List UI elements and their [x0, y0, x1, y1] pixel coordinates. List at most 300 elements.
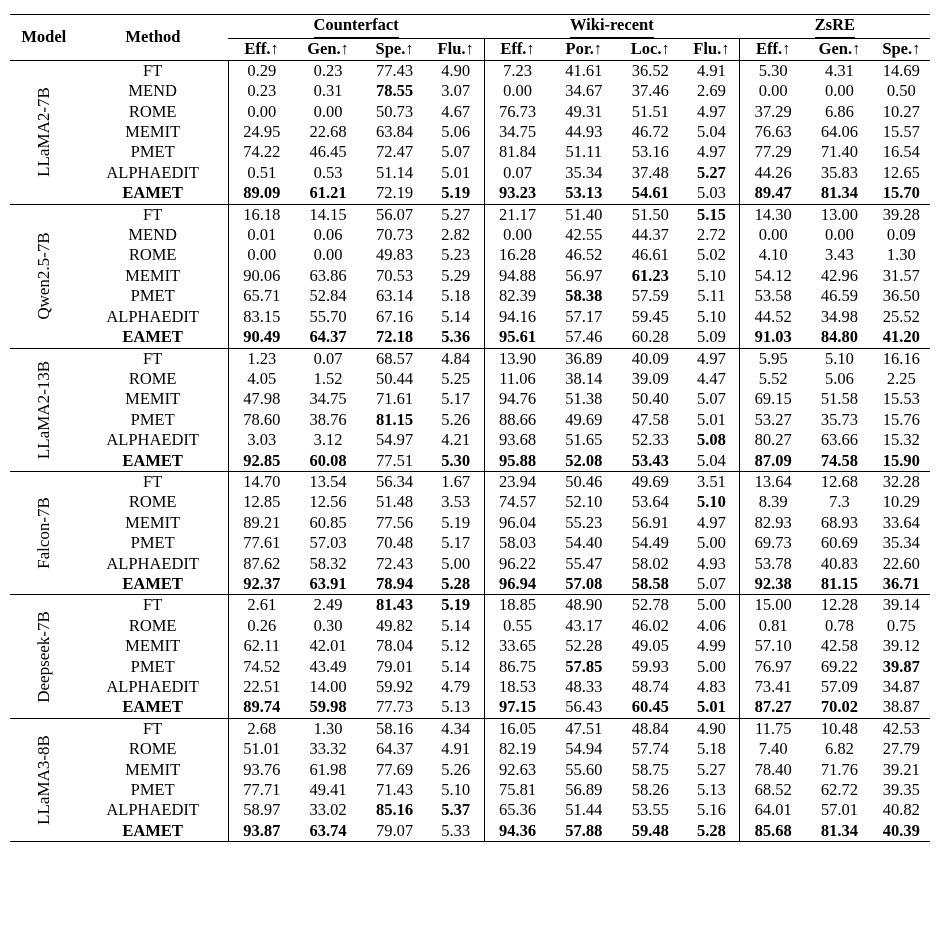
- value-cell: 70.48: [376, 533, 414, 553]
- value-cell: 46.61: [631, 245, 669, 265]
- value-cell: 57.09: [820, 677, 859, 696]
- value-cell: 71.61: [376, 389, 414, 409]
- value-cell: 46.59: [820, 286, 859, 306]
- value-cell: 39.28: [873, 204, 930, 225]
- value-cell: 89.47: [740, 183, 807, 204]
- value-cell: 0.00: [484, 81, 551, 101]
- value-cell: 4.34: [428, 718, 484, 739]
- value-cell: 57.08: [565, 573, 603, 593]
- value-cell: 39.21: [882, 759, 920, 779]
- value-cell: 4.67: [441, 101, 471, 121]
- value-cell: 42.01: [309, 636, 347, 656]
- table-row: [10, 225, 930, 245]
- method-cell: EAMET: [122, 327, 183, 347]
- table-body: [10, 60, 930, 841]
- metric-header: Eff.↑: [740, 39, 807, 60]
- method-cell: ROME: [128, 368, 177, 388]
- value-cell: 3.12: [313, 430, 343, 450]
- method-cell: ROME: [128, 245, 177, 265]
- value-cell: 96.04: [484, 513, 551, 533]
- method-cell: PMET: [130, 780, 175, 800]
- method-cell: PMET: [130, 533, 175, 553]
- model-name: LLaMA2-13B: [33, 360, 53, 459]
- metric-header: Gen.↑: [295, 39, 362, 60]
- group-label: ZsRE: [815, 15, 855, 38]
- table-row: [10, 266, 930, 286]
- value-cell: 96.22: [484, 554, 551, 574]
- value-cell: 78.55: [376, 81, 414, 101]
- value-cell: 5.01: [696, 409, 726, 429]
- value-cell: 12.56: [309, 492, 347, 512]
- model-name-cell: [10, 471, 78, 594]
- value-cell: 5.03: [696, 183, 726, 203]
- value-cell: 77.69: [376, 759, 414, 779]
- value-cell: 1.67: [428, 471, 484, 492]
- value-cell: 13.00: [806, 204, 873, 225]
- metric-header: Eff.↑: [484, 39, 551, 60]
- value-cell: 44.52: [740, 307, 807, 327]
- value-cell: 77.73: [376, 697, 414, 717]
- value-cell: 16.18: [228, 204, 295, 225]
- value-cell: 5.10: [696, 306, 726, 326]
- value-cell: 52.08: [565, 450, 603, 470]
- metric-header: Flu.↑: [684, 39, 740, 60]
- value-cell: 34.87: [882, 677, 920, 696]
- value-cell: 70.73: [376, 225, 414, 245]
- value-cell: 84.80: [820, 327, 859, 347]
- value-cell: 6.86: [825, 101, 854, 121]
- value-cell: 57.10: [740, 636, 807, 656]
- value-cell: 53.58: [740, 286, 807, 306]
- value-cell: 15.00: [740, 595, 807, 616]
- value-cell: 5.09: [696, 327, 726, 347]
- value-cell: 63.14: [376, 286, 414, 306]
- method-cell: MEMIT: [125, 636, 181, 656]
- table-row: [10, 492, 930, 512]
- value-cell: 62.72: [820, 780, 859, 800]
- table-row: [10, 471, 930, 492]
- value-cell: 93.87: [228, 821, 295, 842]
- value-cell: 71.76: [820, 759, 859, 779]
- value-cell: 4.84: [428, 348, 484, 369]
- value-cell: 60.28: [631, 327, 669, 347]
- value-cell: 94.36: [484, 821, 551, 842]
- value-cell: 0.00: [228, 102, 295, 122]
- value-cell: 85.68: [740, 821, 807, 842]
- value-cell: 0.00: [825, 225, 854, 245]
- value-cell: 0.50: [886, 81, 916, 101]
- value-cell: 1.23: [228, 348, 295, 369]
- value-cell: 34.67: [565, 81, 603, 101]
- value-cell: 57.85: [565, 656, 603, 676]
- table-row: [10, 533, 930, 553]
- value-cell: 43.17: [565, 615, 603, 635]
- value-cell: 15.76: [882, 409, 920, 429]
- value-cell: 5.07: [696, 389, 726, 409]
- value-cell: 63.66: [820, 430, 859, 450]
- value-cell: 1.52: [313, 368, 343, 388]
- value-cell: 15.53: [882, 389, 920, 409]
- value-cell: 4.90: [684, 718, 740, 739]
- method-cell: ALPHAEDIT: [106, 553, 199, 573]
- value-cell: 5.23: [441, 245, 471, 265]
- value-cell: 36.52: [617, 60, 684, 81]
- metric-header: Flu.↑: [428, 39, 484, 60]
- value-cell: 57.88: [551, 821, 618, 842]
- value-cell: 5.01: [441, 162, 471, 182]
- value-cell: 38.14: [565, 368, 603, 388]
- value-cell: 39.14: [873, 595, 930, 616]
- value-cell: 5.00: [696, 656, 726, 676]
- value-cell: 15.70: [882, 183, 920, 203]
- value-cell: 72.43: [376, 553, 414, 573]
- value-cell: 44.93: [565, 122, 603, 142]
- value-cell: 90.49: [228, 327, 295, 348]
- value-cell: 4.79: [441, 677, 471, 696]
- value-cell: 87.62: [228, 554, 295, 574]
- value-cell: 4.91: [684, 60, 740, 81]
- table-row: [10, 204, 930, 225]
- value-cell: 0.00: [313, 101, 343, 121]
- value-cell: 5.00: [684, 595, 740, 616]
- value-cell: 0.53: [313, 162, 343, 182]
- value-cell: 22.60: [882, 553, 920, 573]
- table-row: [10, 369, 930, 389]
- value-cell: 5.00: [441, 553, 471, 573]
- value-cell: 52.33: [631, 430, 669, 450]
- value-cell: 57.01: [820, 800, 859, 820]
- value-cell: 40.39: [873, 821, 930, 842]
- value-cell: 47.51: [551, 718, 618, 739]
- method-cell: FT: [78, 595, 229, 616]
- table-row: [10, 142, 930, 162]
- value-cell: 5.04: [696, 122, 726, 142]
- value-cell: 5.30: [740, 60, 807, 81]
- value-cell: 87.09: [740, 451, 807, 472]
- value-cell: 55.23: [565, 512, 603, 532]
- header-row-groups: [10, 15, 930, 39]
- table-row: [10, 307, 930, 327]
- value-cell: 4.47: [696, 368, 726, 388]
- value-cell: 4.93: [696, 553, 726, 573]
- value-cell: 70.02: [820, 697, 859, 717]
- value-cell: 93.68: [484, 430, 551, 450]
- value-cell: 76.63: [740, 122, 807, 142]
- value-cell: 2.25: [886, 368, 916, 388]
- value-cell: 96.94: [484, 574, 551, 595]
- group-label: Wiki-recent: [570, 15, 654, 38]
- value-cell: 0.00: [313, 245, 343, 265]
- value-cell: 54.61: [631, 183, 669, 203]
- value-cell: 4.06: [696, 615, 726, 635]
- value-cell: 55.60: [565, 759, 603, 779]
- value-cell: 1.30: [886, 245, 916, 265]
- value-cell: 42.58: [820, 636, 859, 656]
- value-cell: 93.23: [484, 183, 551, 204]
- value-cell: 0.81: [740, 616, 807, 636]
- value-cell: 46.45: [309, 142, 347, 162]
- model-name-cell: [10, 60, 78, 204]
- value-cell: 4.97: [696, 512, 726, 532]
- value-cell: 58.38: [565, 286, 603, 306]
- value-cell: 39.35: [882, 780, 920, 800]
- value-cell: 5.36: [441, 327, 471, 347]
- value-cell: 5.06: [825, 368, 854, 388]
- value-cell: 94.88: [484, 266, 551, 286]
- value-cell: 75.81: [484, 780, 551, 800]
- value-cell: 0.29: [228, 60, 295, 81]
- value-cell: 82.93: [740, 513, 807, 533]
- value-cell: 93.76: [228, 760, 295, 780]
- table-row: [10, 60, 930, 81]
- method-cell: FT: [78, 60, 229, 81]
- method-cell: MEMIT: [125, 389, 181, 409]
- value-cell: 10.29: [882, 492, 920, 512]
- value-cell: 5.18: [441, 286, 471, 306]
- value-cell: 74.52: [228, 657, 295, 677]
- value-cell: 4.05: [228, 369, 295, 389]
- value-cell: 5.13: [441, 697, 471, 717]
- table-row: [10, 81, 930, 101]
- value-cell: 94.16: [484, 307, 551, 327]
- value-cell: 64.37: [309, 327, 347, 347]
- value-cell: 56.89: [565, 780, 603, 800]
- value-cell: 77.61: [228, 533, 295, 553]
- value-cell: 51.44: [565, 800, 603, 820]
- value-cell: 0.09: [886, 225, 916, 245]
- value-cell: 53.13: [565, 183, 603, 203]
- value-cell: 42.53: [873, 718, 930, 739]
- table-row: [10, 327, 930, 348]
- value-cell: 5.27: [696, 759, 726, 779]
- value-cell: 5.10: [696, 265, 726, 285]
- value-cell: 56.34: [361, 471, 428, 492]
- value-cell: 71.40: [820, 142, 859, 162]
- value-cell: 82.39: [484, 286, 551, 306]
- value-cell: 40.82: [882, 800, 920, 820]
- value-cell: 25.52: [882, 306, 920, 326]
- method-cell: MEMIT: [125, 265, 181, 285]
- value-cell: 4.10: [740, 245, 807, 265]
- method-cell: PMET: [130, 286, 175, 306]
- value-cell: 16.54: [882, 142, 920, 162]
- value-cell: 56.91: [631, 512, 669, 532]
- value-cell: 2.69: [696, 81, 726, 101]
- value-cell: 50.46: [551, 471, 618, 492]
- value-cell: 78.94: [376, 573, 414, 593]
- value-cell: 5.07: [441, 142, 471, 162]
- value-cell: 5.15: [684, 204, 740, 225]
- value-cell: 70.53: [376, 265, 414, 285]
- value-cell: 64.01: [740, 800, 807, 820]
- method-cell: ALPHAEDIT: [106, 430, 199, 450]
- value-cell: 57.17: [565, 306, 603, 326]
- value-cell: 50.40: [631, 389, 669, 409]
- metric-header: Spe.↑: [873, 39, 930, 60]
- value-cell: 3.07: [441, 81, 471, 101]
- table-row: [10, 616, 930, 636]
- value-cell: 16.28: [484, 245, 551, 265]
- value-cell: 56.97: [565, 265, 603, 285]
- value-cell: 51.51: [631, 101, 669, 121]
- value-cell: 5.33: [428, 821, 484, 842]
- value-cell: 60.69: [820, 533, 859, 553]
- value-cell: 81.15: [376, 409, 414, 429]
- table-row: [10, 513, 930, 533]
- table-row: [10, 183, 930, 204]
- method-header: Method: [78, 15, 229, 61]
- value-cell: 97.15: [484, 697, 551, 718]
- value-cell: 0.01: [228, 225, 295, 245]
- value-cell: 31.57: [882, 265, 920, 285]
- model-header: Model: [10, 15, 78, 61]
- value-cell: 5.10: [441, 780, 471, 800]
- metric-header: Por.↑: [551, 39, 618, 60]
- value-cell: 46.52: [565, 245, 603, 265]
- table-row: [10, 245, 930, 265]
- value-cell: 47.98: [228, 389, 295, 409]
- value-cell: 35.34: [882, 533, 920, 553]
- value-cell: 11.06: [484, 369, 551, 389]
- value-cell: 5.10: [696, 492, 726, 512]
- value-cell: 87.27: [740, 697, 807, 718]
- value-cell: 69.15: [740, 389, 807, 409]
- value-cell: 82.19: [484, 739, 551, 759]
- value-cell: 5.29: [441, 265, 471, 285]
- table-row: [10, 760, 930, 780]
- model-name: LLaMA3-8B: [33, 735, 53, 825]
- method-cell: ALPHAEDIT: [106, 800, 199, 820]
- table-row: [10, 657, 930, 677]
- method-cell: ROME: [128, 615, 177, 635]
- method-cell: ALPHAEDIT: [106, 677, 199, 696]
- value-cell: 15.57: [882, 122, 920, 142]
- method-cell: FT: [78, 718, 229, 739]
- method-cell: PMET: [130, 656, 175, 676]
- value-cell: 77.71: [228, 780, 295, 800]
- table-row: [10, 410, 930, 430]
- value-cell: 0.07: [484, 163, 551, 183]
- value-cell: 64.37: [376, 739, 414, 759]
- value-cell: 5.17: [441, 389, 471, 409]
- value-cell: 2.68: [228, 718, 295, 739]
- value-cell: 72.47: [376, 142, 414, 162]
- value-cell: 5.10: [806, 348, 873, 369]
- value-cell: 48.33: [565, 677, 603, 696]
- method-cell: EAMET: [122, 183, 183, 203]
- value-cell: 5.26: [441, 759, 471, 779]
- value-cell: 68.57: [361, 348, 428, 369]
- value-cell: 54.40: [565, 533, 603, 553]
- value-cell: 53.64: [631, 492, 669, 512]
- value-cell: 13.90: [484, 348, 551, 369]
- metric-header: Gen.↑: [806, 39, 873, 60]
- group-header-zsre: [740, 15, 930, 39]
- value-cell: 54.97: [376, 430, 414, 450]
- value-cell: 0.55: [484, 616, 551, 636]
- value-cell: 74.57: [484, 492, 551, 512]
- value-cell: 0.26: [228, 616, 295, 636]
- value-cell: 6.82: [825, 739, 854, 759]
- value-cell: 2.82: [441, 225, 471, 245]
- value-cell: 0.00: [740, 81, 807, 101]
- value-cell: 33.65: [484, 636, 551, 656]
- value-cell: 58.97: [228, 800, 295, 820]
- method-cell: ALPHAEDIT: [106, 162, 199, 182]
- value-cell: 38.87: [882, 697, 920, 717]
- value-cell: 44.37: [631, 225, 669, 245]
- table-row: [10, 780, 930, 800]
- table-row: [10, 348, 930, 369]
- results-table: [10, 14, 930, 842]
- value-cell: 49.31: [565, 101, 603, 121]
- table-row: [10, 451, 930, 472]
- value-cell: 35.83: [820, 162, 859, 182]
- value-cell: 60.08: [309, 450, 347, 470]
- value-cell: 89.09: [228, 183, 295, 204]
- value-cell: 4.91: [441, 739, 471, 759]
- table-row: [10, 718, 930, 739]
- value-cell: 10.48: [806, 718, 873, 739]
- value-cell: 77.29: [740, 142, 807, 162]
- value-cell: 0.00: [825, 81, 854, 101]
- method-cell: FT: [78, 204, 229, 225]
- value-cell: 51.58: [820, 389, 859, 409]
- value-cell: 13.64: [740, 471, 807, 492]
- value-cell: 76.97: [740, 657, 807, 677]
- value-cell: 43.49: [309, 656, 347, 676]
- table-row: [10, 677, 930, 697]
- value-cell: 92.63: [484, 760, 551, 780]
- value-cell: 36.71: [882, 573, 920, 593]
- value-cell: 16.16: [873, 348, 930, 369]
- value-cell: 37.46: [631, 81, 669, 101]
- value-cell: 16.05: [484, 718, 551, 739]
- value-cell: 0.07: [295, 348, 362, 369]
- model-name-cell: [10, 718, 78, 841]
- value-cell: 4.97: [684, 348, 740, 369]
- method-cell: FT: [78, 471, 229, 492]
- value-cell: 4.83: [696, 677, 726, 696]
- value-cell: 7.40: [740, 739, 807, 759]
- value-cell: 5.14: [441, 656, 471, 676]
- value-cell: 53.27: [740, 410, 807, 430]
- value-cell: 1.30: [295, 718, 362, 739]
- value-cell: 83.15: [228, 307, 295, 327]
- value-cell: 49.82: [376, 615, 414, 635]
- value-cell: 0.06: [313, 225, 343, 245]
- value-cell: 27.79: [882, 739, 920, 759]
- value-cell: 78.60: [228, 410, 295, 430]
- value-cell: 5.06: [441, 122, 471, 142]
- value-cell: 3.51: [684, 471, 740, 492]
- value-cell: 59.98: [309, 697, 347, 717]
- value-cell: 23.94: [484, 471, 551, 492]
- value-cell: 37.48: [631, 162, 669, 182]
- value-cell: 65.36: [484, 800, 551, 820]
- value-cell: 21.17: [484, 204, 551, 225]
- value-cell: 77.56: [376, 512, 414, 532]
- value-cell: 38.76: [309, 409, 347, 429]
- method-cell: ROME: [128, 101, 177, 121]
- value-cell: 5.27: [428, 204, 484, 225]
- value-cell: 92.85: [228, 451, 295, 472]
- value-cell: 0.51: [228, 163, 295, 183]
- method-cell: MEMIT: [125, 759, 181, 779]
- value-cell: 33.32: [309, 739, 347, 759]
- value-cell: 59.45: [631, 306, 669, 326]
- value-cell: 14.00: [309, 677, 347, 696]
